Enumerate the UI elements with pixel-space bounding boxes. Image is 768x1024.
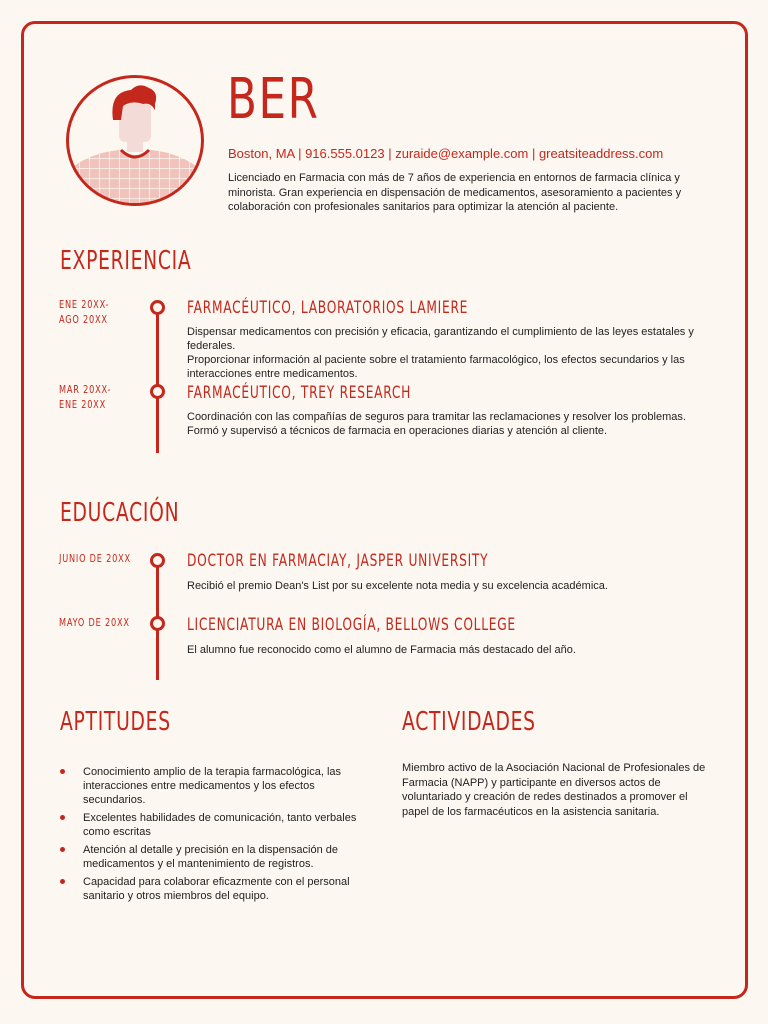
- experience-1-line-1: Dispensar medicamentos con precisión y eficacia, garantizando el cumplimiento de las leyes estatales y federales.: [187, 326, 694, 352]
- skills-list: [60, 765, 380, 907]
- timeline-dot: [150, 616, 165, 631]
- experience-2-date: [59, 383, 111, 413]
- timeline-dot: [150, 300, 165, 315]
- timeline-dot: [150, 553, 165, 568]
- education-2-date: MAYO DE 20XX: [59, 617, 130, 629]
- skills-heading: APTITUDES: [60, 707, 171, 737]
- skill-item: Atención al detalle y precisión en la dispensación de medicamentos y el mantenimiento de registros.: [60, 843, 380, 871]
- experience-1-title: FARMACÉUTICO, LABORATORIOS LAMIERE: [187, 298, 469, 318]
- education-1-title: DOCTOR EN FARMACIAY, JASPER UNIVERSITY: [187, 551, 489, 571]
- contact-info: Boston, MA | 916.555.0123 | zuraide@example.com | greatsiteaddress.com: [228, 146, 664, 161]
- experience-timeline: [156, 307, 159, 453]
- experience-1-date: [59, 298, 109, 328]
- experience-2-line-1: Coordinación con las compañías de seguros para tramitar las reclamaciones y resolver los problemas.: [187, 411, 686, 423]
- education-heading: EDUCACIÓN: [60, 498, 180, 528]
- experience-2-line-2: Formó y supervisó a técnicos de farmacia en operaciones diarias y atención al cliente.: [187, 425, 608, 437]
- timeline-dot: [150, 384, 165, 399]
- profile-summary: Licenciado en Farmacia con más de 7 años de experiencia en entornos de farmacia clínica y minorista. Gran experiencia en dispensación de medicamentos, asesoramiento a pacientes y colaboración con profesionales sanitarios para optimizar la atención al paciente.: [228, 172, 682, 213]
- skill-item: Capacidad para colaborar eficazmente con el personal sanitario y otros miembros del equipo.: [60, 875, 380, 903]
- skill-item: Conocimiento amplio de la terapia farmacológica, las interacciones entre medicamentos y los efectos secundarios.: [60, 765, 380, 807]
- experience-1-description: [187, 325, 717, 381]
- education-2-title: LICENCIATURA EN BIOLOGÍA, BELLOWS COLLEGE: [187, 615, 516, 635]
- experience-2-description: [187, 410, 717, 438]
- activities-text: Miembro activo de la Asociación Nacional de Profesionales de Farmacia (NAPP) y participante en diversos actos de voluntariado y creación de redes destinados a promover el papel de los farmacéuticos en la asistencia sanitaria.: [402, 762, 706, 818]
- candidate-name: BER: [227, 67, 320, 132]
- experience-2-title: FARMACÉUTICO, TREY RESEARCH: [187, 383, 412, 403]
- experience-heading: EXPERIENCIA: [60, 246, 192, 276]
- activities-heading: ACTIVIDADES: [402, 707, 536, 737]
- experience-1-date-end: AGO 20XX: [59, 314, 108, 326]
- skill-item: Excelentes habilidades de comunicación, tanto verbales como escritas: [60, 811, 380, 839]
- experience-1-date-start: ENE 20XX-: [59, 299, 110, 311]
- avatar: [66, 75, 204, 206]
- experience-2-date-start: MAR 20XX-: [59, 384, 112, 396]
- education-2-description: El alumno fue reconocido como el alumno de Farmacia más destacado del año.: [187, 644, 576, 656]
- experience-1-line-2: Proporcionar información al paciente sobre el tratamiento farmacológico, los efectos secundarios y las interacciones entre medicamentos.: [187, 354, 685, 380]
- education-1-description: Recibió el premio Dean's List por su excelente nota media y su excelencia académica.: [187, 580, 608, 592]
- education-1-date: JUNIO DE 20XX: [59, 553, 131, 565]
- person-illustration: [69, 78, 201, 203]
- experience-2-date-end: ENE 20XX: [59, 399, 106, 411]
